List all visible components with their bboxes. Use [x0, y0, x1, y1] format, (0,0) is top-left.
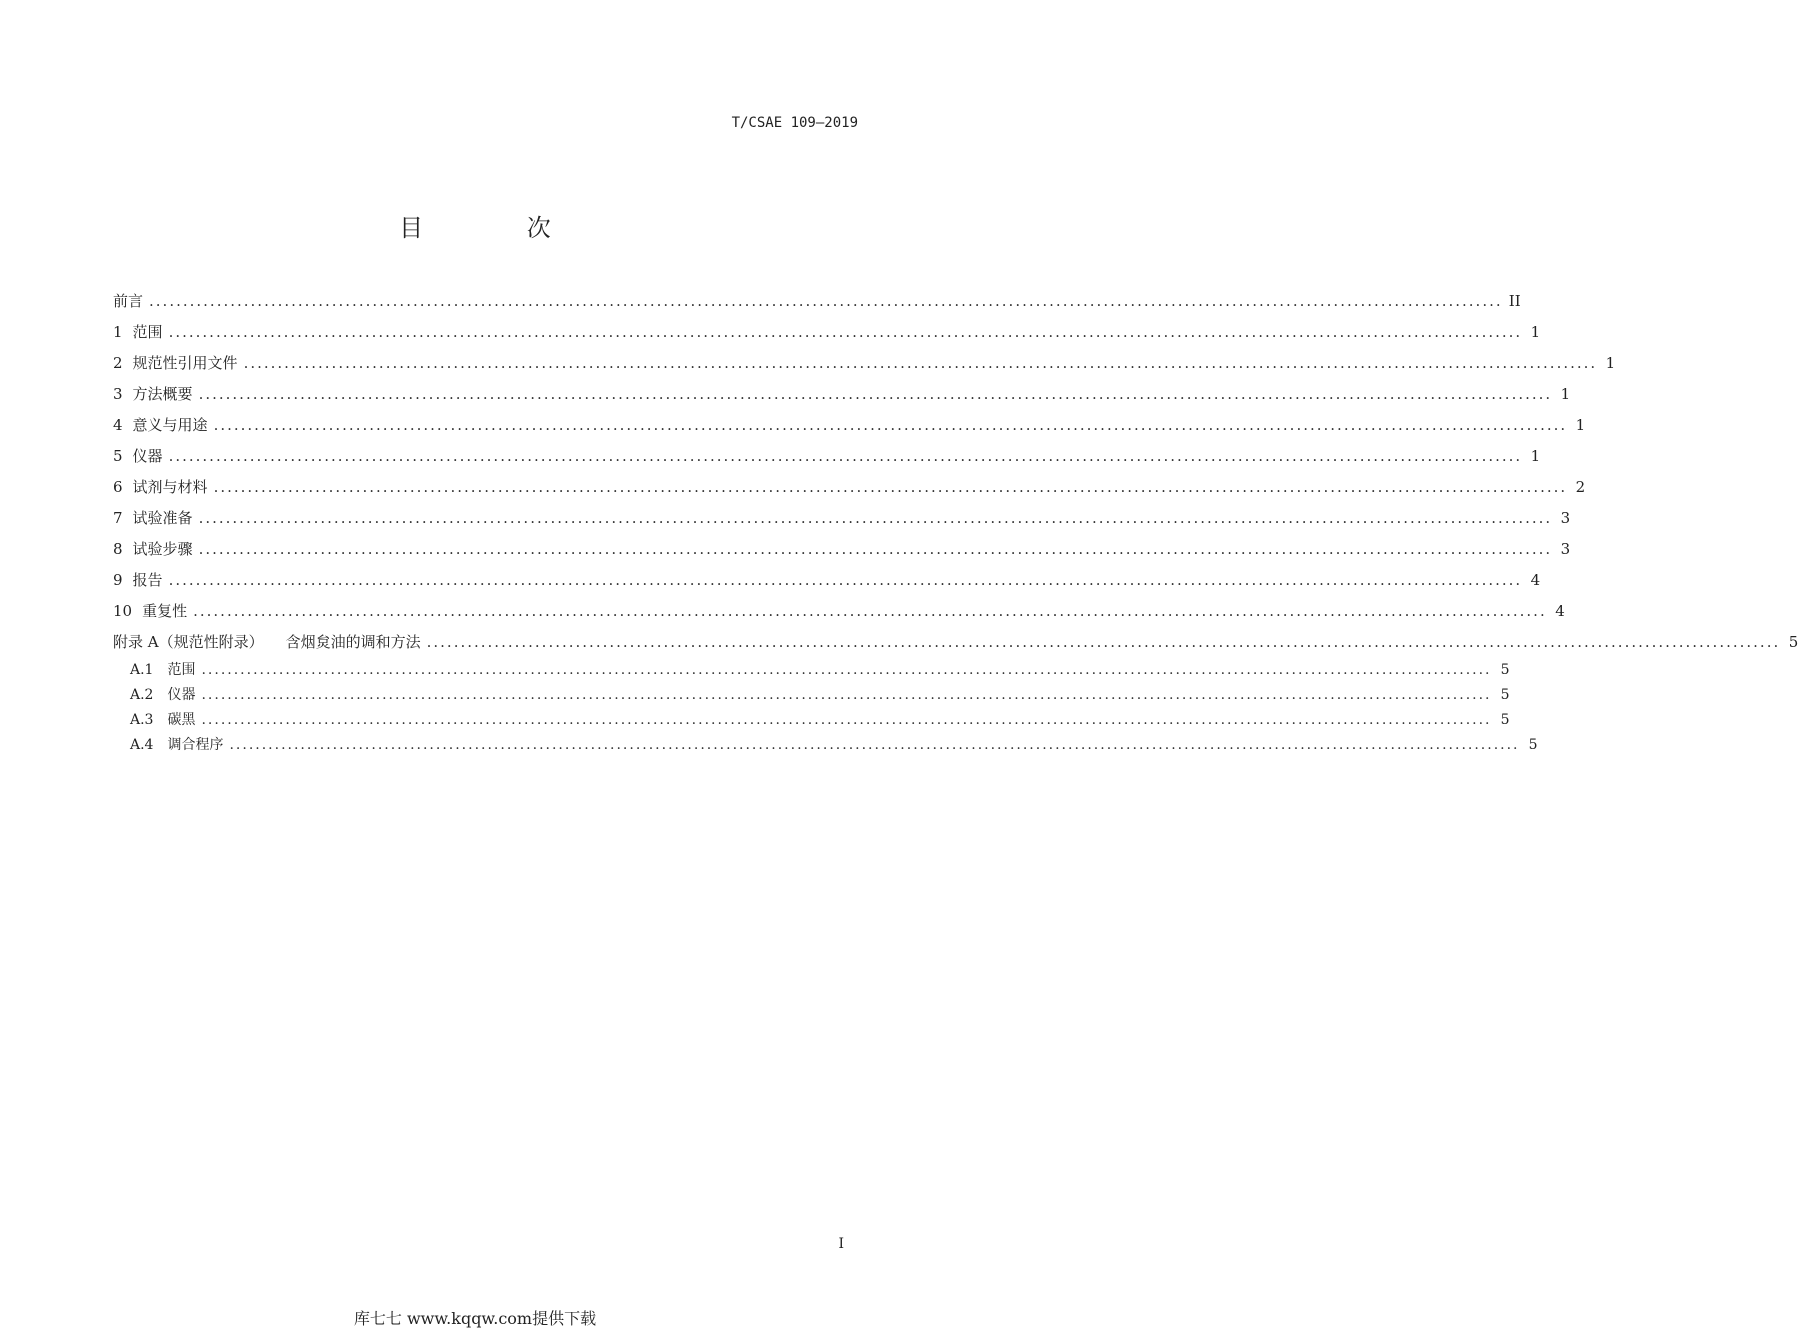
toc-entry-label: 重复性 — [142, 602, 188, 620]
dot-leader: ........................................................................................................................................................................................................ — [198, 540, 1553, 558]
toc-entry-label: 方法概要 — [132, 385, 193, 403]
dot-leader: ........................................................................................................................................................................................................ — [198, 385, 1553, 403]
dot-leader: ........................................................................................................................................................................................................ — [198, 509, 1553, 527]
toc-entry-label: 仪器 — [167, 687, 196, 703]
toc-entry-page: 1 — [1530, 447, 1541, 465]
toc-entry-label: 前言 — [113, 292, 144, 310]
toc-entry-title — [113, 410, 208, 441]
toc-entry-page: 5 — [1788, 633, 1798, 651]
toc-entry-label: 意义与用途 — [132, 416, 208, 434]
standard-code: T/CSAE 109—2019 — [731, 115, 858, 131]
toc-entry-label: 试剂与材料 — [132, 478, 208, 496]
toc-entry-page: 1 — [1605, 354, 1616, 372]
toc-entry-title — [113, 286, 143, 317]
dot-leader: ........................................................................................................................................................................................................ — [149, 292, 1503, 310]
toc-entry-title — [113, 472, 208, 503]
toc-entry-title — [130, 683, 195, 708]
toc-entry-title — [130, 658, 195, 683]
dot-leader: ........................................................................................................................................................................................................ — [201, 662, 1492, 678]
toc-entry[interactable] — [113, 472, 1586, 503]
toc-entry-page: 3 — [1560, 509, 1571, 527]
toc-entry[interactable] — [113, 286, 1521, 317]
toc-entry-number: A.4 — [130, 737, 154, 753]
dot-leader: ........................................................................................................................................................................................................ — [193, 602, 1547, 620]
toc-entry-label: 范围 — [132, 323, 163, 341]
dot-leader: ........................................................................................................................................................................................................ — [426, 633, 1781, 651]
toc-entry[interactable] — [113, 379, 1571, 410]
toc-entry-number: A.2 — [130, 687, 154, 703]
dot-leader: ........................................................................................................................................................................................................ — [168, 447, 1523, 465]
dot-leader: ........................................................................................................................................................................................................ — [168, 323, 1523, 341]
toc-entry-page: 3 — [1560, 540, 1571, 558]
toc-entry-number: 4 — [113, 416, 123, 434]
toc-entry-number: 5 — [113, 447, 123, 465]
toc-subentry[interactable] — [113, 658, 1510, 683]
toc-entry-label: 规范性引用文件 — [132, 354, 238, 372]
toc-entry-label: 仪器 — [132, 447, 163, 465]
toc-entry-title — [113, 379, 193, 410]
toc-entry-title — [130, 733, 223, 758]
toc-entry-number: 2 — [113, 354, 123, 372]
appendix-prefix: 附录 A（规范性附录） — [113, 633, 264, 651]
toc-entry-title — [113, 348, 238, 379]
toc-entry[interactable] — [113, 348, 1616, 379]
toc-entry-label: 试验步骤 — [132, 540, 193, 558]
dot-leader: ........................................................................................................................................................................................................ — [201, 712, 1492, 728]
toc-entry-title — [113, 317, 163, 348]
toc-entry-number: 6 — [113, 478, 123, 496]
dot-leader: ........................................................................................................................................................................................................ — [213, 416, 1568, 434]
footer-watermark: 库七七 www.kqqw.com提供下载 — [353, 1309, 597, 1328]
toc-entry-page: 5 — [1500, 687, 1510, 703]
dot-leader: ........................................................................................................................................................................................................ — [201, 687, 1492, 703]
toc-entry-page: II — [1508, 292, 1521, 310]
table-of-contents — [113, 286, 1798, 758]
toc-entry-title — [113, 441, 163, 472]
toc-entry-title — [113, 503, 193, 534]
toc-entry-number: 3 — [113, 385, 123, 403]
toc-entry-title — [113, 627, 421, 658]
toc-entry-label: 试验准备 — [132, 509, 193, 527]
toc-entry-page: 5 — [1528, 737, 1538, 753]
toc-entry-number: 10 — [113, 602, 133, 620]
toc-entry-title — [113, 596, 187, 627]
toc-entry-label: 范围 — [167, 662, 196, 678]
toc-title: 目 次 — [399, 214, 599, 242]
toc-entry[interactable] — [113, 565, 1541, 596]
toc-entry-number: 8 — [113, 540, 123, 558]
toc-entry[interactable] — [113, 410, 1586, 441]
toc-entry-number: 1 — [113, 323, 123, 341]
toc-entry-number: 7 — [113, 509, 123, 527]
toc-entry-label: 报告 — [132, 571, 163, 589]
toc-entry-number: 9 — [113, 571, 123, 589]
toc-entry-page: 1 — [1530, 323, 1541, 341]
toc-entry-title — [113, 534, 193, 565]
toc-entry[interactable] — [113, 534, 1571, 565]
toc-entry-label: 碳黑 — [167, 712, 196, 728]
toc-entry[interactable] — [113, 503, 1571, 534]
toc-entry-page: 1 — [1575, 416, 1586, 434]
toc-entry[interactable] — [113, 317, 1541, 348]
dot-leader: ........................................................................................................................................................................................................ — [168, 571, 1523, 589]
page-number: I — [838, 1236, 844, 1252]
toc-entry-title — [113, 565, 163, 596]
toc-entry-title — [130, 708, 195, 733]
toc-entry[interactable] — [113, 596, 1565, 627]
toc-entry[interactable] — [113, 627, 1798, 658]
dot-leader: ........................................................................................................................................................................................................ — [229, 737, 1520, 753]
dot-leader: ........................................................................................................................................................................................................ — [213, 478, 1568, 496]
toc-entry-page: 4 — [1530, 571, 1541, 589]
toc-entry-label: 调合程序 — [167, 737, 224, 753]
appendix-title: 含烟炱油的调和方法 — [285, 633, 421, 651]
dot-leader: ........................................................................................................................................................................................................ — [243, 354, 1598, 372]
toc-entry-page: 5 — [1500, 662, 1510, 678]
toc-entry-page: 4 — [1555, 602, 1565, 620]
toc-entry-page: 5 — [1500, 712, 1510, 728]
toc-entry-number: A.1 — [130, 662, 154, 678]
toc-subentry[interactable] — [113, 683, 1510, 708]
toc-subentry[interactable] — [113, 733, 1538, 758]
toc-entry-page: 2 — [1575, 478, 1586, 496]
toc-entry[interactable] — [113, 441, 1541, 472]
toc-subentry[interactable] — [113, 708, 1510, 733]
toc-entry-page: 1 — [1560, 385, 1571, 403]
toc-entry-number: A.3 — [130, 712, 154, 728]
